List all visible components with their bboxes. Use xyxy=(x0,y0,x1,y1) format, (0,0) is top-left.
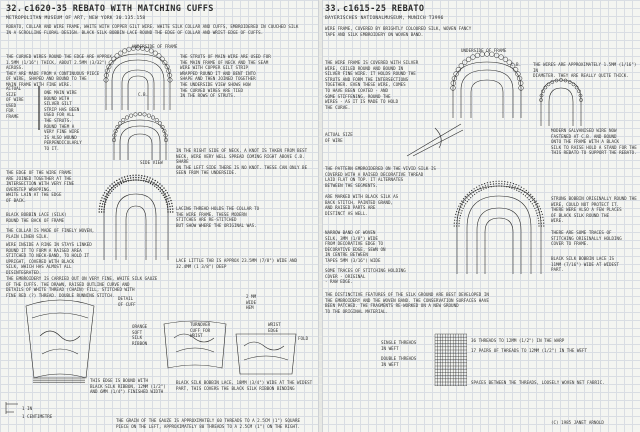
left-wire-bound-note: ONE MAIN WIRE BOUND WITH SILVER GILT STRIP HAS BEEN USED FOR ALL THE STRUTS. ROUND THEM A VERY FINE WIRE IS ALSO WOUND PERPENDICULARLY TO IT. xyxy=(44,90,82,151)
scale-cm-label: 1 CENTIMETRE xyxy=(22,414,53,419)
left-ribbon-mm-label: 2 MM WIDE HEM xyxy=(246,294,257,311)
right-spaces-note: SPACES BETWEEN THE THREADS, LOOSELY WOVEN NET FABRIC. xyxy=(471,380,605,385)
left-struts-note: THE STRUTS OF MAIN WIRE ARE USED FOR THE MAIN FRAME OF NECK AND THE SEAM WIRE WITH COPPER GILT STRIP WRAPPED ROUND IT AND BENT INTO SHAPE AND THEN JOINED TOGETHER THE UNDERSIDE VIEW SHOWS HOW THE CURVED WIRES ARE TIED IN THE ROWS OF STRUTS. xyxy=(180,54,271,99)
left-cuff-wrist-drawing xyxy=(232,330,302,380)
left-cuff-detail-drawing xyxy=(160,318,230,374)
right-threads-warp-note: 36 THREADS TO 12MM (1/2") IN THE WARP xyxy=(471,338,565,343)
right-embroidery-note: ARE MARKED WITH BLACK SILK AS BACK STITCH, PAINTED GRAND, AND RAISED PARTS ARE DISTINCT AS WELL. xyxy=(325,194,399,216)
right-intro: WIRE FRAME, COVERED BY BRIGHTLY COLOURED SILK, WOVEN FANCY TAPE AND SILK EMBROIDERY ON WOVEN BAND. xyxy=(325,26,472,37)
left-cb-label: C.B. xyxy=(138,92,149,97)
right-stand-drawing xyxy=(537,76,585,128)
left-actual-size-wire xyxy=(36,86,42,130)
left-actual-size-note: ACTUAL SIZE OF WIRE USED FOR FRAME xyxy=(6,86,24,119)
right-page-title: c1615-25 REBATO xyxy=(343,4,425,14)
left-lace-tip-note: LACE LITTLE TAB IS APPROX 23.5MM (7/8") WIDE AND 32.4MM (1 3/8") DEEP xyxy=(176,258,298,269)
right-wire-diam-note: THE WIRES ARE APPROXIMATELY 1.5MM (1/16") IN DIAMETER. THEY ARE REALLY QUITE THICK. xyxy=(533,62,637,79)
left-grain-note: THE GRAIN OF THE GAUZE IS APPROXIMATELY 60 THREADS TO A 2.5CM (1") SQUARE PIECE ON THE LEFT, APPROXIMATELY 80 THREADS TO A 2.5CM (1") ON THE RIGHT. xyxy=(116,418,301,429)
right-strung-note: STRUNG BOBBIN ORIGINALLY ROUND THE WIRE, COULD NOT PROTECT IT. THERE WERE ALSO A FEW PLACES OF BLACK SILK ROUND THE WIRE. xyxy=(551,196,637,224)
right-distinct-note: THE DISTINCTIVE FEATURES OF THE SILK GROUND ARE BEST DEVELOPED IN THE EMBROIDERY AND THE WOVEN BAND. THE CONSERVATION SURFACES HAVE BEEN PATCHED. THE FRAGMENTS RE-WORKED ON A NEW GROUND TO THE ORIGINAL MATERIAL. xyxy=(325,292,489,314)
left-lace-note: BLACK BOBBIN LACE (SILK) ROUND THE BACK OF FRAME xyxy=(6,212,67,223)
left-orange-label: ORANGE SOFT SILK RIBBON xyxy=(132,324,148,346)
left-underside-label: UNDERSIDE OF FRAME xyxy=(132,44,178,49)
left-collar-drawing xyxy=(96,172,176,262)
right-wire-diagram xyxy=(405,118,465,158)
right-actual-size-note: ACTUAL SIZE OF WIRE xyxy=(325,132,353,143)
left-intro: ROBATO, COLLAR AND WIRE FRAME, WHITE WITH COPPER GILT WIRE. WHITE SILK COLLAR AND CUFFS, EMBROIDERED IN COUCHED SILK IN A SCROLLING FLORAL DESIGN. BLACK SILK BOBBIN LACE ROUND THE EDGE OF COLLAR AND WRIST EDGE OF CUFFS. xyxy=(6,24,299,35)
left-lacing-note: LACING THREAD HOLDS THE COLLAR TO THE WIRE FRAME. THESE MODERN STITCHES ARE RE-STITCHED BUT SHOW WHERE THE ORIGINAL WAS. xyxy=(176,206,260,228)
left-page-title: c1620-35 REBATO WITH MATCHING CUFFS xyxy=(24,4,214,14)
right-page xyxy=(321,0,639,432)
left-side-view-label: SIDE VIEW xyxy=(140,160,163,165)
left-black-lace-note: BLACK SILK BOBBIN LACE, 18MM (3/4") WIDE AT THE WIDEST PART, THIS COVERS THE BLACK SILK RIBBON BINDING xyxy=(176,380,313,391)
right-narrow-band-note: NARROW BAND OF WOVEN SILK, 3MM (1/8") WIDE FROM DECORATIVE EDGE TO DECORATIVE EDGE, SEWN ON IN CENTRE BETWEEN TAPES 5MM (3/16") WIDE xyxy=(325,230,386,263)
right-remains-note: THERE ARE SOME TRACES OF STITCHING ORIGINALLY HOLDING COVER TO FRAME. xyxy=(551,230,622,247)
scale-inch-label: 1 IN xyxy=(22,406,33,411)
left-cuff-edge-note: THIS EDGE IS BOUND WITH BLACK SILK RIBBON, 12MM (1/2") AND 6MM (1/4") FINISHED WIDTH xyxy=(90,378,166,395)
right-underside-label: UNDERSIDE OF FRAME xyxy=(461,48,507,53)
left-wire-in-neck-note: WIRE INSIDE A RING IN STAYS LINKED ROUND IT TO FORM A RAISED AREA STITCHED TO NECK-BAND, TO HOLD IT UPRIGHT, COVERED WITH BLACK SILK, WHICH HAS ALMOST ALL DISINTEGRATED. xyxy=(6,242,92,275)
left-fold-label: FOLD xyxy=(298,336,309,341)
left-page xyxy=(0,0,318,432)
right-wire-frame-note: THE WIRE FRAME IS COVERED WITH SILVER WIRE, COILED ROUND AND BOUND IN SILVER FINE WIRE. IT HOLDS ROUND THE STRUTS AND FORM THE INTERSECTIONS TOGETHER. EVEN THESE WIRE, COMES TO HAVE BEEN COATED - AND SOME STIFFENING, ROUND THE WIRES - AS IT IS MADE TO HOLD THE CURVE. xyxy=(325,60,419,110)
left-right-side-note: IN THE RIGHT SIDE OF NECK, A KNOT IS TAKEN FROM BEST NECK, WIRE VERY WELL SPREAD COMING RIGHT ABOVE C.B. SHARE ON THE LEFT SIDE THERE IS NO KNOT. THESE CAN ONLY BE SEEN FROM THE UNDERSIDE. xyxy=(176,148,308,176)
right-double-threads-note: DOUBLE THREADS IN WEFT xyxy=(381,356,417,367)
left-wrist-edge-label: WRIST EDGE xyxy=(268,322,281,333)
left-frame-side-drawing xyxy=(110,118,170,162)
left-embroidery-note: THE EMBROIDERY IS CARRIED OUT ON VERY FINE, WHITE SILK GAUZE OF THE CUFFS. THE DRAWN, RAISED OUTLINE CURVE AND DETAILS OF WHITE THREAD (CHAIN) FILL, STITCHED WITH FINE RED (?) THREAD. DOUBLE RUNNING STITCH. xyxy=(6,276,158,298)
right-threads-weft-note: 17 PAIRS OF THREADS TO 12MM (1/2") IN THE WEFT xyxy=(471,348,587,353)
right-single-threads-note: SINGLE THREADS IN WEFT xyxy=(381,340,417,351)
right-copyright: (C) 1985 JANET ARNOLD xyxy=(551,420,604,425)
right-cb-label: C.B. xyxy=(511,62,522,67)
right-page-source: BAYERISCHES NATIONALMUSEUM, MUNICH T3996 xyxy=(325,16,444,21)
right-pattern-note: THE PATTERN EMBROIDERED ON THE VIVID SILK IS COVERED WITH A RAISED DECORATIVE THREAD LAID FLAT ON TOP. IT ALTERNATES BETWEEN THE SEGMENTS. xyxy=(325,166,436,188)
left-curved-wire-note: THE CURVED WIRES ROUND THE EDGE ARE APPROX 1.5MM (1/16") THICK, ABOUT 2.5MM (3/32") ACROSS. THEY ARE MADE FROM A CONTINUOUS PIECE OF WIRE, SHAPED AND BOUND TO THE MAIN FRAME WITH FINE WIRE. xyxy=(6,54,112,87)
left-cuff-drawing xyxy=(20,296,100,386)
scale-bar xyxy=(4,402,20,422)
left-detail-label: DETAIL OF CUFF xyxy=(118,296,136,307)
left-collar-note: THE COLLAR IS MADE OF FINELY WOVEN, PLAIN LINEN SILK. xyxy=(6,228,95,239)
right-rebato-drawing xyxy=(451,180,547,276)
left-page-source: METROPOLITAN MUSEUM OF ART, NEW YORK 30.135.158 xyxy=(6,16,146,21)
right-modern-note: MODERN GALVANISED WIRE NOW FASTENED AT C.B. AND BOUND ONTO THE FRAME WITH A BLACK SILK TO RAISE HOLD A STAND FOR THE THIS REBATO TO SUPPORT THE REBATO. xyxy=(551,128,637,156)
right-frame-underside-drawing xyxy=(447,58,527,120)
left-page-number: 32. xyxy=(6,4,23,14)
right-black-lace-note: BLACK SILK BOBBIN LACE IS 11MM (7/16") WIDE AT WIDEST PART. xyxy=(551,256,620,273)
left-frame-underside-drawing xyxy=(100,50,176,112)
left-turnover-label: TURNOVER CUFF FOR WRIST xyxy=(190,322,211,339)
left-edge-wire-note: THE EDGE OF THE WIRE FRAME ARE JOINED TOGETHER AT THE INTERSECTION WITH VERY FINE OVERSTEP WRAPPING. WHITE LAIN AT THE EDGE OF BACK. xyxy=(6,170,75,203)
right-page-number: 33. xyxy=(325,4,342,14)
right-cross-note: SOME TRACES OF STITCHING HOLDING COVER - ORIGINAL - RAW EDGE. xyxy=(325,268,406,285)
right-fabric-swatch xyxy=(433,332,469,388)
